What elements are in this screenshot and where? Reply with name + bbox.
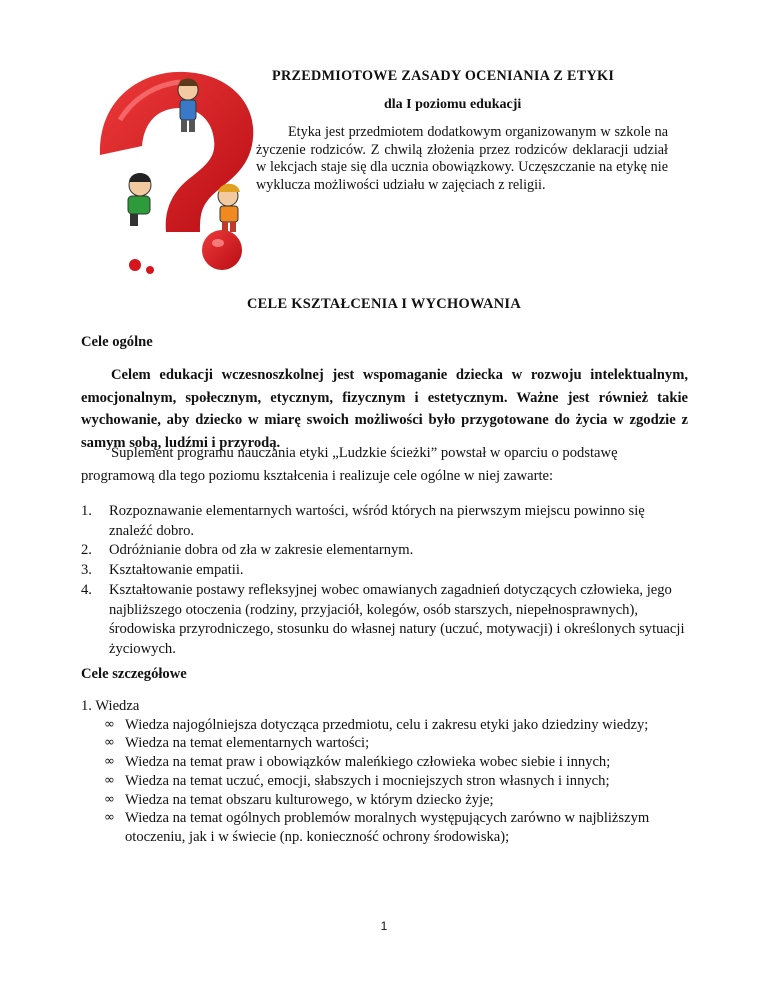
- list-item: [81, 716, 688, 735]
- list-item-text: Wiedza na temat praw i obowiązków maleńkiego człowieka wobec siebie i innych;: [125, 754, 611, 771]
- suplement-paragraph: Suplement programu nauczania etyki „Ludzkie ścieżki” powstał w oparciu o podstawę programową dla tego poziomu kształcenia i realizuje cele ogólne w niej zawarte:: [81, 445, 618, 484]
- document-subtitle: dla I poziomu edukacji: [384, 97, 522, 112]
- list-item-number: 1.: [81, 503, 92, 519]
- child-figure-top: [178, 79, 198, 133]
- question-mark-children-illustration: [80, 60, 280, 280]
- child-figure-right: [218, 184, 240, 232]
- infinity-bullet-icon: ∞: [104, 754, 115, 770]
- general-goals-heading: Cele ogólne: [81, 334, 153, 350]
- list-item: [81, 753, 688, 772]
- list-item-text: Wiedza na temat elementarnych wartości;: [125, 735, 370, 752]
- list-item-text: Wiedza na temat uczuć, emocji, słabszych i mocniejszych stron własnych i innych;: [125, 772, 610, 789]
- document-title: PRZEDMIOTOWE ZASADY OCENIANIA Z ETYKI: [272, 68, 615, 84]
- list-item-text: Wiedza na temat obszaru kulturowego, w którym dziecko żyje;: [125, 791, 494, 808]
- list-item: [81, 561, 688, 581]
- list-item: [81, 809, 688, 846]
- infinity-bullet-icon: ∞: [104, 810, 115, 826]
- list-item-text: Rozpoznawanie elementarnych wartości, wśród których na pierwszym miejscu powinno się znaleźć dobro.: [109, 503, 645, 539]
- list-item: [81, 541, 688, 561]
- list-item-text: Kształtowanie postawy refleksyjnej wobec omawianych zagadnień dotyczących człowieka, jego najbliższego otoczenia (rodziny, przyjaciół, kolegów, osób starszych, niepełnosprawnych), środowiska przyrodniczego, stosunku do własnej natury (uczuć, motywacji) i określonych sytuacji życiowych.: [109, 581, 685, 657]
- list-item: [81, 581, 688, 660]
- question-mark-dot: [202, 230, 242, 270]
- infinity-bullet-icon: ∞: [104, 716, 115, 732]
- general-goals-list: [81, 502, 688, 660]
- knowledge-bullet-list: [81, 716, 688, 847]
- list-item-text: Wiedza najogólniejsza dotycząca przedmiotu, celu i zakresu etyki jako dziedziny wiedzy;: [125, 716, 649, 733]
- child-figure-left: [128, 173, 151, 226]
- knowledge-section: [81, 697, 688, 847]
- intro-paragraph: Etyka jest przedmiotem dodatkowym organizowanym w szkole na życzenie rodziców. Z chwilą złożenia przez rodziców deklaracji udział w lekcjach staje się dla ucznia obowiązkowy. Uczęszczanie na etykę nie wyklucza możliwości udziału w zajęciach z religii.: [256, 124, 668, 193]
- list-item: [81, 791, 688, 810]
- infinity-bullet-icon: ∞: [104, 735, 115, 751]
- list-item-number: 4.: [81, 581, 92, 598]
- list-item-number: 3.: [81, 562, 92, 579]
- list-item-text: Kształtowanie empatii.: [109, 562, 244, 579]
- list-item: [81, 502, 688, 541]
- list-item-text: Wiedza na temat ogólnych problemów moralnych występujących zarówno w najbliższym otoczeniu, jak i w świecie (np. konieczność ochrony środowiska);: [125, 810, 650, 845]
- list-item: [81, 772, 688, 791]
- infinity-bullet-icon: ∞: [104, 791, 115, 807]
- specific-goals-heading: Cele szczegółowe: [81, 666, 187, 682]
- list-item-text: Odróżnianie dobra od zła w zakresie elementarnym.: [109, 542, 414, 559]
- knowledge-label: 1. Wiedza: [81, 698, 140, 714]
- infinity-bullet-icon: ∞: [104, 772, 115, 788]
- section-title: CELE KSZTAŁCENIA I WYCHOWANIA: [246, 296, 522, 312]
- list-item-number: 2.: [81, 542, 92, 559]
- list-item: [81, 734, 688, 753]
- general-goals-paragraph: Celem edukacji wczesnoszkolnej jest wspomaganie dziecka w rozwoju intelektualnym, emocjonalnym, społecznym, etycznym, fizycznym i estetycznym. Ważne jest również takie wychowanie, aby dziecko w miarę swoich możliwości było przygotowane do życia w zgodzie z samym sobą, ludźmi i przyrodą.: [81, 367, 688, 451]
- page-number: 1: [380, 919, 388, 933]
